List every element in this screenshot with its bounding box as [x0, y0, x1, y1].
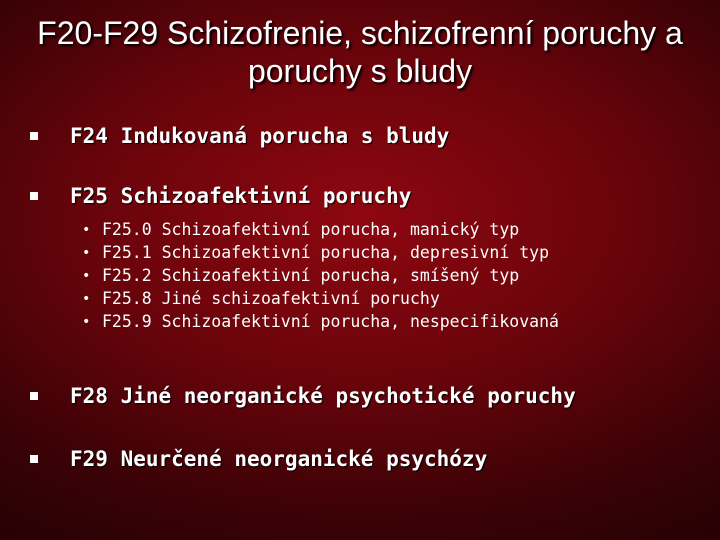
slide-title: F20-F29 Schizofrenie, schizofrenní poruchy a poruchy s bludy — [37, 15, 683, 89]
square-bullet-icon — [30, 132, 38, 140]
sub-list-item — [82, 264, 559, 287]
bullet-item-f25 — [30, 184, 411, 208]
square-bullet-icon — [30, 455, 38, 463]
bullet-text: F25 Schizoafektivní poruchy — [70, 184, 412, 208]
bullet-text: F24 Indukovaná porucha s bludy — [70, 124, 450, 148]
dot-bullet-icon: • — [82, 244, 91, 261]
dot-bullet-icon: • — [82, 313, 91, 330]
dot-bullet-icon: • — [82, 267, 91, 284]
bullet-item-f24 — [30, 124, 449, 148]
bullet-item-f28 — [30, 384, 576, 408]
bullet-text: F28 Jiné neorganické psychotické poruchy — [70, 384, 576, 408]
dot-bullet-icon: • — [82, 221, 91, 238]
sub-item-text: F25.0 Schizoafektivní porucha, manický typ — [102, 220, 520, 239]
sub-item-text: F25.9 Schizoafektivní porucha, nespecifikovaná — [102, 312, 559, 331]
sub-list-item — [82, 218, 559, 241]
dot-bullet-icon: • — [82, 290, 91, 307]
sub-item-text: F25.2 Schizoafektivní porucha, smíšený typ — [102, 266, 520, 285]
sub-list-item — [82, 241, 559, 264]
sub-list-item — [82, 310, 559, 333]
square-bullet-icon — [30, 192, 38, 200]
sub-list-item — [82, 287, 559, 310]
f25-sub-list — [82, 218, 559, 333]
square-bullet-icon — [30, 392, 38, 400]
sub-item-text: F25.8 Jiné schizoafektivní poruchy — [102, 289, 440, 308]
sub-item-text: F25.1 Schizoafektivní porucha, depresivní typ — [102, 243, 550, 262]
bullet-text: F29 Neurčené neorganické psychózy — [70, 447, 488, 471]
bullet-item-f29 — [30, 447, 487, 471]
